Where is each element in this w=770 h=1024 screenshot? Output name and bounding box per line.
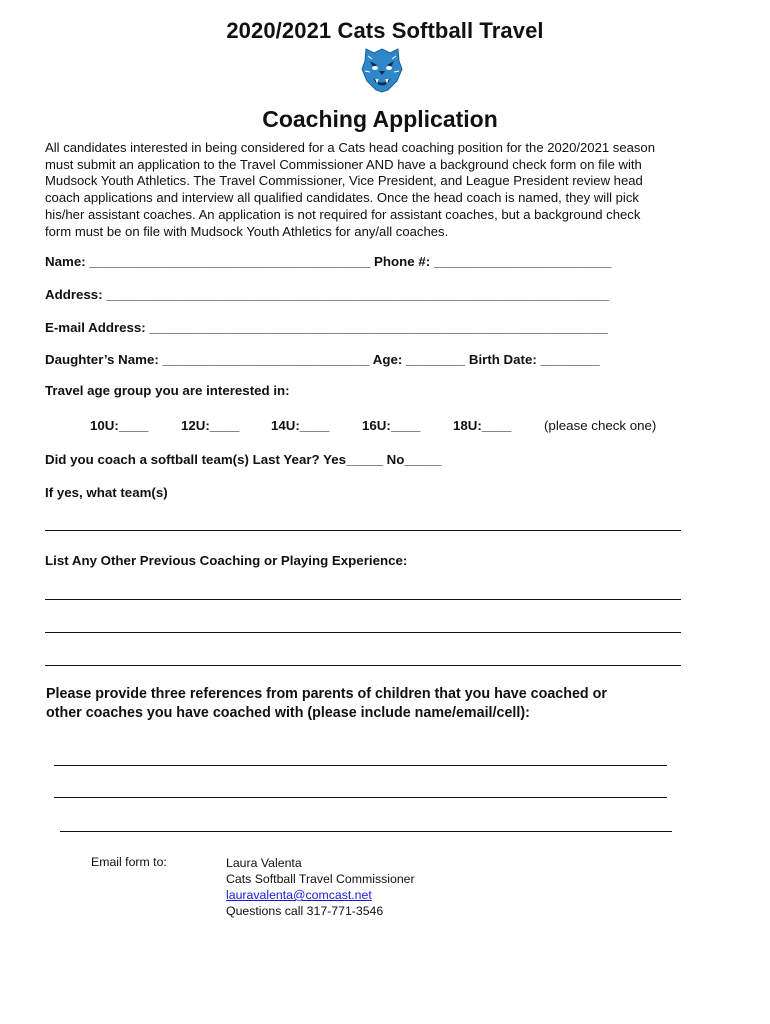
- email-address-field[interactable]: E-mail Address: ______________________________________________________________: [45, 320, 608, 335]
- intro-line: coach applications and interview all qualified candidates. Once the head coach is named, they will pick: [45, 190, 639, 206]
- address-field[interactable]: Address: ____________________________________________________________________: [45, 287, 610, 302]
- if-yes-teams-label: If yes, what team(s): [45, 485, 168, 500]
- age-group-14u-checkbox[interactable]: 14U:____: [271, 418, 330, 433]
- intro-line: Mudsock Youth Athletics. The Travel Commissioner, Vice President, and League President review head: [45, 173, 643, 189]
- references-line: other coaches you have coached with (please include name/email/cell):: [46, 705, 530, 721]
- teams-answer-line[interactable]: [45, 530, 681, 531]
- name-phone-field[interactable]: Name: ______________________________________ Phone #: ________________________: [45, 254, 612, 269]
- contact-email-link[interactable]: lauravalenta@comcast.net: [226, 888, 372, 902]
- intro-line: must submit an application to the Travel Commissioner AND have a background check form on file with: [45, 156, 642, 172]
- intro-line: form must be on file with Mudsock Youth Athletics for any/all coaches.: [45, 223, 449, 239]
- experience-answer-line[interactable]: [45, 632, 681, 633]
- contact-name: Laura Valenta: [226, 856, 302, 870]
- references-line: Please provide three references from parents of children that you have coached or: [46, 686, 607, 702]
- document-title: 2020/2021 Cats Softball Travel: [226, 18, 544, 43]
- wildcat-logo-icon: [361, 47, 403, 93]
- email-form-label: Email form to:: [91, 855, 167, 869]
- references-instructions: [46, 685, 607, 723]
- reference-answer-line[interactable]: [54, 765, 667, 766]
- application-heading: Coaching Application: [262, 106, 498, 132]
- other-experience-label: List Any Other Previous Coaching or Playing Experience:: [45, 553, 408, 568]
- contact-role: Cats Softball Travel Commissioner: [226, 872, 415, 886]
- contact-phone: Questions call 317-771-3546: [226, 904, 384, 918]
- reference-answer-line[interactable]: [60, 831, 672, 832]
- intro-paragraph: [45, 140, 695, 240]
- coached-last-year-field[interactable]: Did you coach a softball team(s) Last Year? Yes_____ No_____: [45, 452, 442, 467]
- age-group-prompt: Travel age group you are interested in:: [45, 383, 290, 398]
- age-group-10u-checkbox[interactable]: 10U:____: [90, 418, 149, 433]
- intro-line: his/her assistant coaches. An application is not required for assistant coaches, but a background check: [45, 206, 641, 222]
- reference-answer-line[interactable]: [54, 797, 667, 798]
- age-group-16u-checkbox[interactable]: 16U:____: [362, 418, 421, 433]
- intro-line: All candidates interested in being considered for a Cats head coaching position for the 2020/2021 season: [45, 140, 655, 155]
- age-group-12u-checkbox[interactable]: 12U:____: [181, 418, 240, 433]
- contact-block: [226, 855, 415, 919]
- experience-answer-line[interactable]: [45, 665, 681, 666]
- age-group-18u-checkbox[interactable]: 18U:____: [453, 418, 512, 433]
- daughter-age-birthdate-field[interactable]: Daughter’s Name: ____________________________ Age: ________ Birth Date: ________: [45, 352, 600, 367]
- age-group-note: (please check one): [544, 418, 657, 433]
- experience-answer-line[interactable]: [45, 599, 681, 600]
